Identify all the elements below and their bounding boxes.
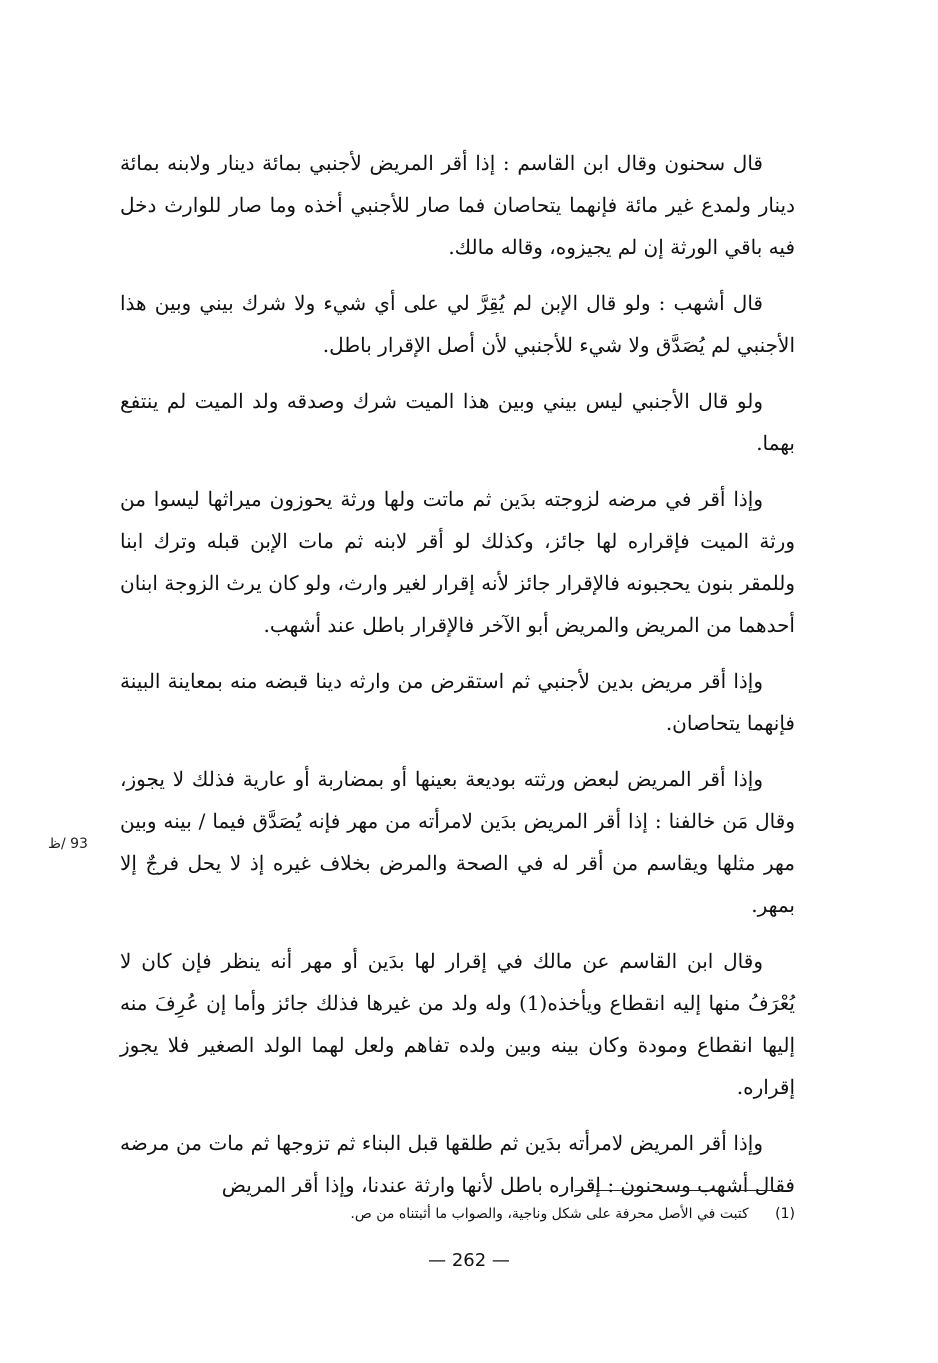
paragraph: ولو قال الأجنبي ليس بيني وبين هذا الميت شرك وصدقه ولد الميت لم ينتفع بهما. <box>120 389 795 455</box>
footnote-divider <box>575 1190 790 1191</box>
footnote-text: كتبت في الأصل محرفة على شكل وناجية، والصواب ما أثبتناه من ص. <box>350 1206 749 1222</box>
footnote <box>180 1200 795 1228</box>
paragraph: وقال ابن القاسم عن مالك في إقرار لها بدَين أو مهر أنه ينظر فإن كان لا يُعْرَفُ منها إليه انقطاع ويأخذه(1) وله ولد من غيرها فذلك جائز وأما إن عُرِفَ منه إليها انقطاع ومودة وكان بينه وبين ولده تفاهم ولعل لهما الولد الصغير فلا يجوز إقراره. <box>120 949 795 1099</box>
page-number: — 262 — <box>428 1250 510 1271</box>
manuscript-folio-note: 93 /ظ <box>48 836 88 852</box>
paragraph: وإذا أقر في مرضه لزوجته بدَين ثم ماتت ولها ورثة يحوزون ميراثها ليسوا من ورثة الميت فإقراره لها جائز، وكذلك لو أقر لابنه ثم مات الإبن قبله وترك ابنا وللمقر بنون يحجبونه فالإقرار جائز لأنه إقرار لغير وارث، ولو كان يرث الزوجة ابنان أحدهما من المريض والمريض أبو الآخر فالإقرار باطل عند أشهب. <box>120 487 795 637</box>
footnote-number: (1) <box>775 1206 795 1222</box>
paragraph: وإذا أقر المريض لامرأته بدَين ثم طلقها قبل البناء ثم تزوجها ثم مات من مرضه فقال أشهب وسحنون : إقراره باطل لأنها وارثة عندنا، وإذا أقر المريض <box>120 1131 795 1197</box>
paragraph: وإذا أقر المريض لبعض ورثته بوديعة بعينها أو بمضاربة أو عارية فذلك لا يجوز، وقال مَن خالفنا : إذا أقر المريض بدَين لامرأته من مهر فإنه يُصَدَّق فيما / بينه وبين مهر مثلها ويقاسم من أقر له في الصحة والمرض بخلاف غيره إذ لا يحل فرجٌ إلا بمهر. <box>120 767 795 917</box>
paragraph: قال أشهب : ولو قال الإبن لم يُقِرَّ لي على أي شيء ولا شرك بيني وبين هذا الأجنبي لم يُصَدَّق ولا شيء للأجنبي لأن أصل الإقرار باطل. <box>120 291 795 357</box>
paragraph: قال سحنون وقال ابن القاسم : إذا أقر المريض لأجنبي بمائة دينار ولابنه بمائة دينار ولمدع غير مائة فإنهما يتحاصان فما صار للأجنبي أخذه وما صار للوارث دخل فيه باقي الورثة إن لم يجيزوه، وقاله مالك. <box>120 151 795 259</box>
main-text <box>120 142 795 1220</box>
paragraph: وإذا أقر مريض بدين لأجنبي ثم استقرض من وارثه دينا قبضه منه بمعاينة البينة فإنهما يتحاصان. <box>120 669 795 735</box>
